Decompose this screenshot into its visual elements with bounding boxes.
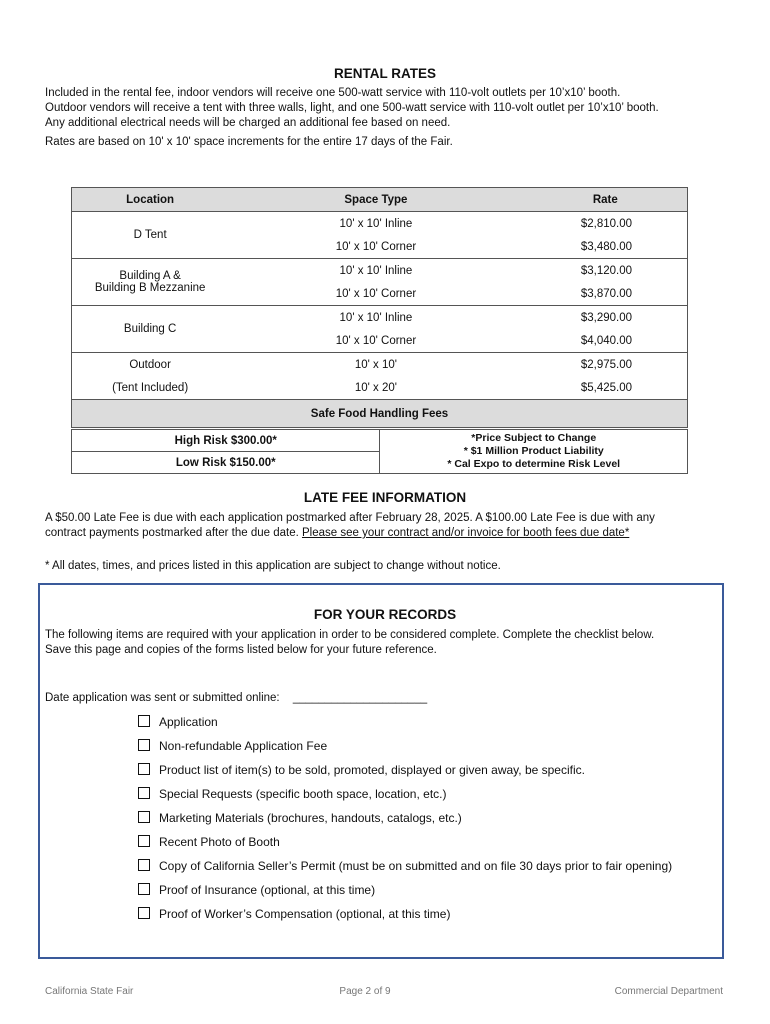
risk-notes: [380, 430, 688, 474]
checklist-label: Application: [159, 715, 218, 729]
table-row: [72, 259, 688, 283]
date-submitted-row: [45, 691, 735, 706]
location-line: Building B Mezzanine: [94, 282, 206, 294]
checklist-label: Copy of California Seller’s Permit (must be on submitted and on file 30 days prior to fair opening): [159, 859, 673, 873]
rate-value: $3,290.00: [524, 306, 688, 330]
footer-page-number: Page 2 of 9: [339, 986, 391, 997]
rental-line-3: Any additional electrical needs will be charged an additional fee based on need.: [45, 117, 451, 129]
checklist-item-product-list[interactable]: [138, 763, 585, 777]
space-type: 10' x 10' Corner: [335, 287, 417, 300]
header-space-type: Space Type: [228, 188, 523, 212]
checklist-item-workers-comp[interactable]: [138, 907, 450, 921]
records-intro: [45, 628, 735, 658]
space-type: 10' x 10' Corner: [335, 240, 417, 253]
late-fee-plain: contract payments postmarked after the due date.: [45, 527, 302, 539]
checklist-item-insurance[interactable]: [138, 883, 375, 897]
rental-line-1: Included in the rental fee, indoor vendors will receive one 500-watt service with 110-volt outlets per 10’x10’ booth.: [45, 87, 621, 99]
rates-table-header: [72, 188, 688, 212]
rate-value: $3,480.00: [524, 235, 688, 259]
rate-value: $2,975.00: [524, 353, 688, 377]
space-type: 10' x 20': [354, 381, 397, 394]
checklist-item-special-requests[interactable]: [138, 787, 446, 801]
checklist-item-sellers-permit[interactable]: [138, 859, 672, 873]
low-risk-fee: Low Risk $150.00*: [72, 452, 380, 474]
checkbox-icon[interactable]: [138, 787, 150, 799]
checklist-label: Non-refundable Application Fee: [159, 739, 328, 753]
records-line-1: The following items are required with your application in order to be considered complete. Complete the checklist below.: [45, 629, 655, 641]
location-outdoor: Outdoor: [72, 353, 229, 377]
checkbox-icon[interactable]: [138, 859, 150, 871]
header-location: Location: [72, 188, 229, 212]
checkbox-icon[interactable]: [138, 835, 150, 847]
checkbox-icon[interactable]: [138, 739, 150, 751]
table-row: [72, 353, 688, 377]
checkbox-icon[interactable]: [138, 907, 150, 919]
checkbox-icon[interactable]: [138, 811, 150, 823]
late-fee-text: [45, 511, 735, 541]
checklist-item-application-fee[interactable]: [138, 739, 327, 753]
high-risk-fee: High Risk $300.00*: [72, 430, 380, 452]
rental-intro: [45, 86, 735, 150]
date-submitted-label: Date application was sent or submitted online:: [45, 692, 280, 704]
table-row: [72, 212, 688, 236]
late-fee-line-2: [45, 526, 735, 541]
table-row: [72, 306, 688, 330]
location-building-c: Building C: [72, 306, 229, 353]
late-fee-line-1: A $50.00 Late Fee is due with each application postmarked after February 28, 2025. A $100.00 Late Fee is due with any: [45, 512, 655, 524]
table-row: [72, 430, 688, 452]
location-building-a-b: [72, 259, 229, 306]
safe-food-title: Safe Food Handling Fees: [72, 400, 688, 428]
checkbox-icon[interactable]: [138, 715, 150, 727]
records-title: FOR YOUR RECORDS: [313, 607, 457, 622]
rate-value: $3,870.00: [524, 282, 688, 306]
space-type: 10' x 10' Corner: [335, 334, 417, 347]
rental-line-4: Rates are based on 10' x 10' space increments for the entire 17 days of the Fair.: [45, 136, 453, 148]
footer-left: California State Fair: [45, 986, 134, 997]
rental-line-2: Outdoor vendors will receive a tent with three walls, light, and one 500-watt service with 110-volt outlet per 10’x10’ booth.: [45, 102, 659, 114]
checklist-item-booth-photo[interactable]: [138, 835, 280, 849]
location-d-tent: D Tent: [72, 212, 229, 259]
header-rate: Rate: [524, 188, 688, 212]
risk-fees-table: [71, 429, 688, 474]
checklist-label: Proof of Worker’s Compensation (optional, at this time): [159, 907, 451, 921]
footer-right: Commercial Department: [614, 986, 723, 997]
note-line: * Cal Expo to determine Risk Level: [447, 458, 621, 470]
note-line: *Price Subject to Change: [471, 432, 597, 444]
space-type: 10' x 10': [228, 353, 523, 377]
late-fee-underlined-note: Please see your contract and/or invoice for booth fees due date*: [301, 527, 630, 539]
date-submitted-field[interactable]: _____________________: [292, 692, 428, 704]
rate-value: $5,425.00: [524, 376, 688, 400]
space-type: 10' x 10' Inline: [228, 306, 523, 330]
rental-rates-title: RENTAL RATES: [333, 66, 436, 81]
rate-value: $2,810.00: [524, 212, 688, 236]
checklist-label: Recent Photo of Booth: [159, 835, 280, 849]
checkbox-icon[interactable]: [138, 763, 150, 775]
space-type: 10' x 10' Inline: [228, 259, 523, 283]
checklist-label: Product list of item(s) to be sold, promoted, displayed or given away, be specific.: [159, 763, 585, 777]
location-outdoor-note: (Tent Included): [72, 376, 229, 400]
location-line: Building A &: [119, 270, 181, 282]
records-line-2: Save this page and copies of the forms listed below for your future reference.: [45, 644, 437, 656]
note-line: * $1 Million Product Liability: [463, 445, 604, 457]
checklist-item-marketing-materials[interactable]: [138, 811, 462, 825]
rate-value: $3,120.00: [524, 259, 688, 283]
space-type: 10' x 10' Inline: [339, 217, 413, 230]
rates-table: [71, 187, 688, 428]
checklist-item-application[interactable]: [138, 715, 218, 729]
checklist-label: Proof of Insurance (optional, at this time): [159, 883, 376, 897]
checklist-label: Marketing Materials (brochures, handouts, catalogs, etc.): [159, 811, 462, 825]
rate-value: $4,040.00: [524, 329, 688, 353]
checklist-label: Special Requests (specific booth space, location, etc.): [159, 787, 447, 801]
change-notice: * All dates, times, and prices listed in this application are subject to change without notice.: [45, 560, 501, 572]
safe-food-header: [72, 400, 688, 428]
late-fee-title: LATE FEE INFORMATION: [303, 490, 467, 505]
table-row: [72, 376, 688, 400]
checkbox-icon[interactable]: [138, 883, 150, 895]
